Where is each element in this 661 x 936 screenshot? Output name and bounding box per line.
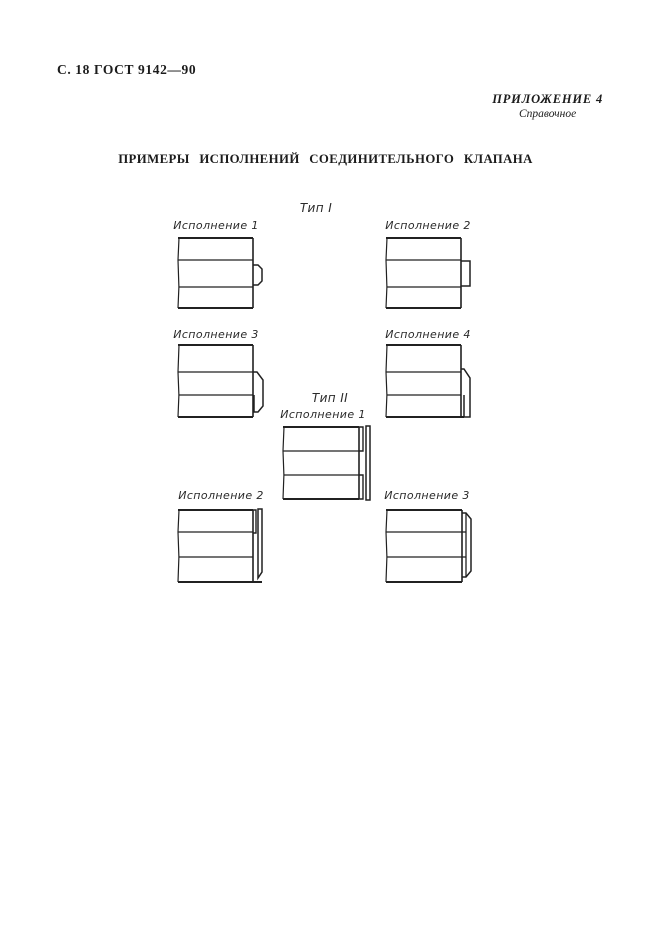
type2-variant1-drawing xyxy=(282,425,374,503)
type2-group-label: Тип II xyxy=(311,391,349,405)
page-header-standard-number: С. 18 ГОСТ 9142—90 xyxy=(57,62,197,77)
type1-variant2-drawing xyxy=(385,236,477,312)
type2-variant3-label: Исполнение 3 xyxy=(384,489,470,502)
page-title: ПРИМЕРЫ ИСПОЛНЕНИЙ СОЕДИНИТЕЛЬНОГО КЛАПАНА xyxy=(118,152,533,166)
type1-variant1-drawing xyxy=(177,236,269,312)
type1-variant4-drawing xyxy=(385,343,477,421)
valve-drawing-type2-variant3 xyxy=(385,508,477,586)
appendix-subtitle: Справочное xyxy=(518,108,577,120)
type2-variant3-drawing xyxy=(385,508,477,586)
valve-drawing-type2-variant2 xyxy=(177,508,269,586)
valve-drawing-type1-variant2 xyxy=(385,236,477,312)
appendix-title: ПРИЛОЖЕНИЕ 4 xyxy=(492,92,603,106)
type1-variant3-drawing xyxy=(177,343,269,421)
valve-drawing-type1-variant4 xyxy=(385,343,477,421)
type1-variant3-label: Исполнение 3 xyxy=(173,328,259,341)
type2-variant1-label: Исполнение 1 xyxy=(280,408,366,421)
type1-variant4-label: Исполнение 4 xyxy=(385,328,471,341)
type2-variant2-label: Исполнение 2 xyxy=(178,489,264,502)
valve-drawing-type2-variant1 xyxy=(282,425,374,503)
type1-variant2-label: Исполнение 2 xyxy=(385,219,471,232)
valve-drawing-type1-variant1 xyxy=(177,236,269,312)
type1-variant1-label: Исполнение 1 xyxy=(173,219,259,232)
valve-drawing-type1-variant3 xyxy=(177,343,269,421)
type1-group-label: Тип I xyxy=(299,201,333,215)
type2-variant2-drawing xyxy=(177,508,269,586)
appendix-block xyxy=(492,92,603,120)
